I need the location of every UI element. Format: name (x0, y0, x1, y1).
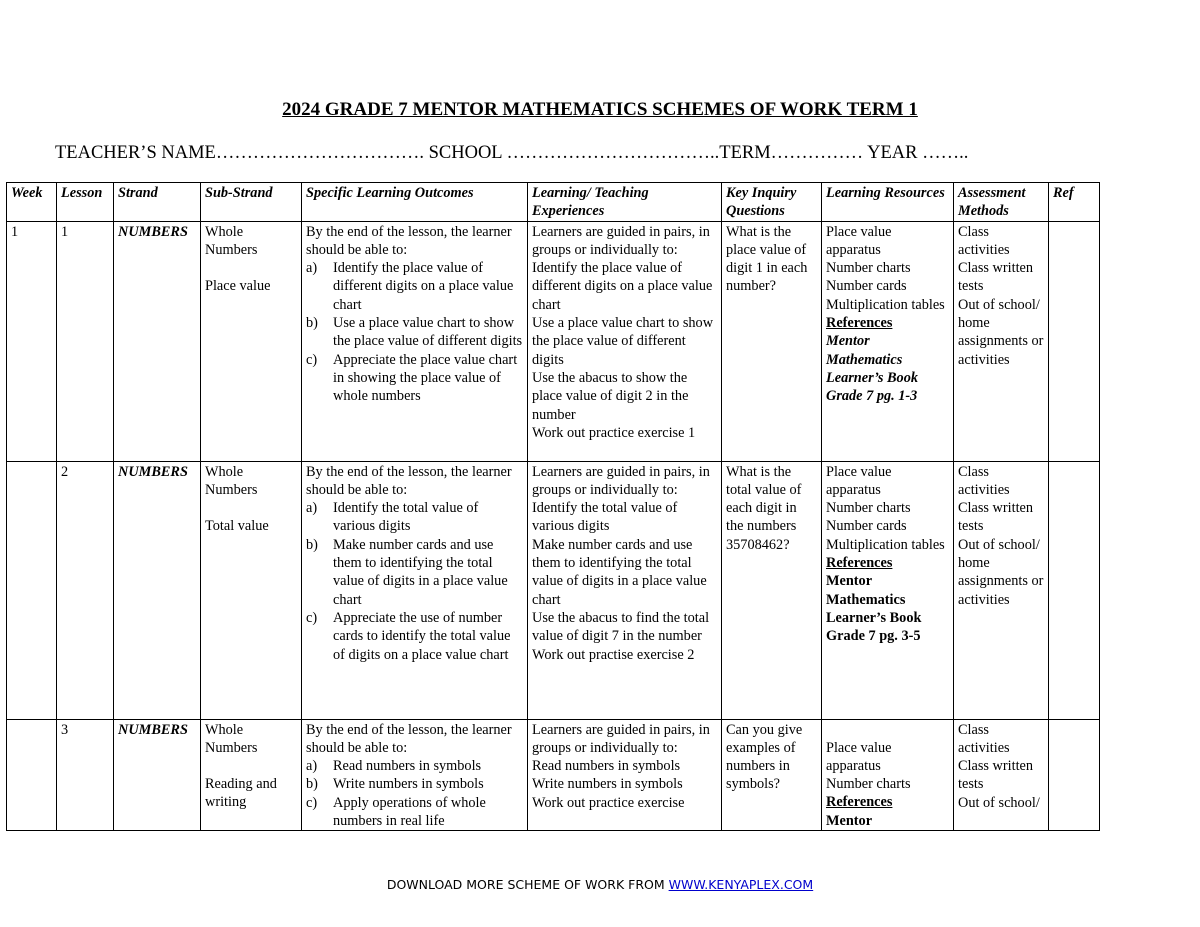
resource-item: Multiplication tables (826, 536, 945, 553)
assessment-item: Class activities (958, 721, 1010, 756)
outcome-item: a) Identify the place value of different digits on a place value chart (306, 260, 514, 313)
scheme-of-work-table (6, 182, 1100, 831)
experience-line: Learners are guided in pairs, in groups or individually to: (532, 721, 710, 756)
inquiry-cell: What is the total value of each digit in the numbers 35708462? (722, 461, 822, 719)
ref-cell (1049, 461, 1100, 719)
references-text: Mentor Mathematics Learner’s Book Grade 7 pg. 1-3 (826, 333, 919, 405)
experience-line: Learners are guided in pairs, in groups or individually to: (532, 223, 710, 258)
sub-strand-topic: Reading and writing (205, 776, 277, 811)
outcome-item: a) Read numbers in symbols (306, 758, 482, 775)
outcomes-cell (302, 719, 528, 831)
outcome-item: b) Use a place value chart to show the place value of different digits (306, 315, 523, 350)
table-row (7, 719, 1100, 831)
outcome-item: a) Identify the total value of various digits (306, 500, 479, 535)
references-heading: References (826, 794, 893, 811)
outcome-item: c) Appreciate the place value chart in showing the place value of whole numbers (306, 351, 518, 405)
assessment-cell (954, 719, 1049, 831)
sub-strand-topic: Total value (205, 518, 269, 535)
assessment-item: Out of school/ home assignments or activities (958, 536, 1044, 608)
outcomes-intro: By the end of the lesson, the learner should be able to: (306, 463, 512, 498)
resources-cell (822, 221, 954, 461)
assessment-cell (954, 221, 1049, 461)
lesson-cell: 1 (57, 221, 114, 461)
experience-line: Use the abacus to show the place value of digit 2 in the number (532, 369, 689, 423)
assessment-item: Class written tests (958, 500, 1034, 535)
experience-line: Identify the place value of different digits on a place value chart (532, 260, 713, 313)
outcomes-intro: By the end of the lesson, the learner should be able to: (306, 721, 512, 756)
ref-cell (1049, 719, 1100, 831)
table-row (7, 221, 1100, 461)
resource-item: Number cards (826, 278, 907, 295)
resource-item: Place value apparatus (826, 223, 892, 258)
sub-strand-cell (201, 221, 302, 461)
lesson-cell: 2 (57, 461, 114, 719)
outcomes-intro: By the end of the lesson, the learner should be able to: (306, 223, 512, 258)
assessment-item: Class activities (958, 223, 1010, 258)
assessment-item: Class written tests (958, 758, 1034, 793)
column-header-ref: Ref (1049, 183, 1100, 222)
sub-strand-topic: Place value (205, 278, 271, 295)
assessment-cell (954, 461, 1049, 719)
sub-strand-main: Whole Numbers (205, 223, 258, 258)
strand-cell: NUMBERS (114, 461, 201, 719)
assessment-item: Class activities (958, 463, 1010, 498)
assessment-item: Out of school/ home assignments or activities (958, 296, 1044, 368)
references-heading: References (826, 315, 893, 332)
assessment-item: Class written tests (958, 260, 1034, 295)
resources-cell (822, 461, 954, 719)
column-header-assessment: Assessment Methods (954, 183, 1049, 222)
resource-item: Place value apparatus (826, 739, 892, 774)
experience-line: Write numbers in symbols (532, 776, 683, 793)
experience-line: Work out practice exercise (532, 794, 685, 811)
experiences-cell (528, 719, 722, 831)
outcome-item: b) Make number cards and use them to identifying the total value of digits in a place value chart (306, 536, 508, 608)
experience-line: Work out practise exercise 2 (532, 646, 695, 663)
assessment-item: Out of school/ (958, 794, 1040, 811)
resource-item: Number charts (826, 776, 911, 793)
inquiry-cell: Can you give examples of numbers in symbols? (722, 719, 822, 831)
references-text: Mentor Mathematics Learner’s Book Grade 7 pg. 3-5 (826, 573, 922, 645)
outcome-item: c) Apply operations of whole numbers in real life (306, 794, 486, 830)
week-cell: 1 (7, 221, 57, 461)
strand-cell: NUMBERS (114, 719, 201, 831)
download-footer (0, 877, 1200, 892)
experience-line: Make number cards and use them to identifying the total value of digits in a place value chart (532, 536, 707, 608)
sub-strand-cell (201, 461, 302, 719)
column-header-sub-strand: Sub-Strand (201, 183, 302, 222)
column-header-week: Week (7, 183, 57, 222)
kenyaplex-link[interactable]: WWW.KENYAPLEX.COM (668, 877, 814, 892)
experiences-cell (528, 461, 722, 719)
column-header-resources: Learning Resources (822, 183, 954, 222)
inquiry-cell: What is the place value of digit 1 in each number? (722, 221, 822, 461)
references-heading: References (826, 555, 893, 572)
sub-strand-main: Whole Numbers (205, 721, 258, 756)
column-header-strand: Strand (114, 183, 201, 222)
resource-item: Place value apparatus (826, 463, 892, 498)
strand-cell: NUMBERS (114, 221, 201, 461)
week-cell (7, 461, 57, 719)
resource-item: Number charts (826, 260, 911, 277)
sub-strand-cell (201, 719, 302, 831)
experience-line: Use a place value chart to show the place value of different digits (532, 315, 714, 368)
experience-line: Identify the total value of various digits (532, 500, 678, 535)
experience-line: Learners are guided in pairs, in groups or individually to: (532, 463, 710, 498)
resource-item: Number charts (826, 500, 911, 517)
experience-line: Read numbers in symbols (532, 758, 681, 775)
footer-text: DOWNLOAD MORE SCHEME OF WORK FROM (386, 877, 669, 892)
experience-line: Use the abacus to find the total value of digit 7 in the number (532, 609, 710, 645)
outcomes-cell (302, 461, 528, 719)
experience-line: Work out practice exercise 1 (532, 424, 696, 441)
week-cell (7, 719, 57, 831)
ref-cell (1049, 221, 1100, 461)
outcome-item: b) Write numbers in symbols (306, 776, 484, 793)
references-text: Mentor (826, 812, 873, 829)
resource-item: Number cards (826, 518, 907, 535)
column-header-experiences: Learning/ Teaching Experiences (528, 183, 722, 222)
resources-cell (822, 719, 954, 831)
table-row (7, 461, 1100, 719)
lesson-cell: 3 (57, 719, 114, 831)
resource-item: Multiplication tables (826, 296, 945, 313)
column-header-lesson: Lesson (57, 183, 114, 222)
teacher-details-line: TEACHER’S NAME……………………………. SCHOOL ……………………………..TERM…………… YEAR …….. (55, 143, 969, 163)
outcome-item: c) Appreciate the use of number cards to identify the total value of digits on a place value chart (306, 609, 511, 663)
experiences-cell (528, 221, 722, 461)
column-header-inquiry: Key Inquiry Questions (722, 183, 822, 222)
sub-strand-main: Whole Numbers (205, 463, 258, 498)
column-header-outcomes: Specific Learning Outcomes (302, 183, 528, 222)
table-header-row (7, 183, 1100, 222)
outcomes-cell (302, 221, 528, 461)
document-title: 2024 GRADE 7 MENTOR MATHEMATICS SCHEMES OF WORK TERM 1 (282, 99, 918, 120)
